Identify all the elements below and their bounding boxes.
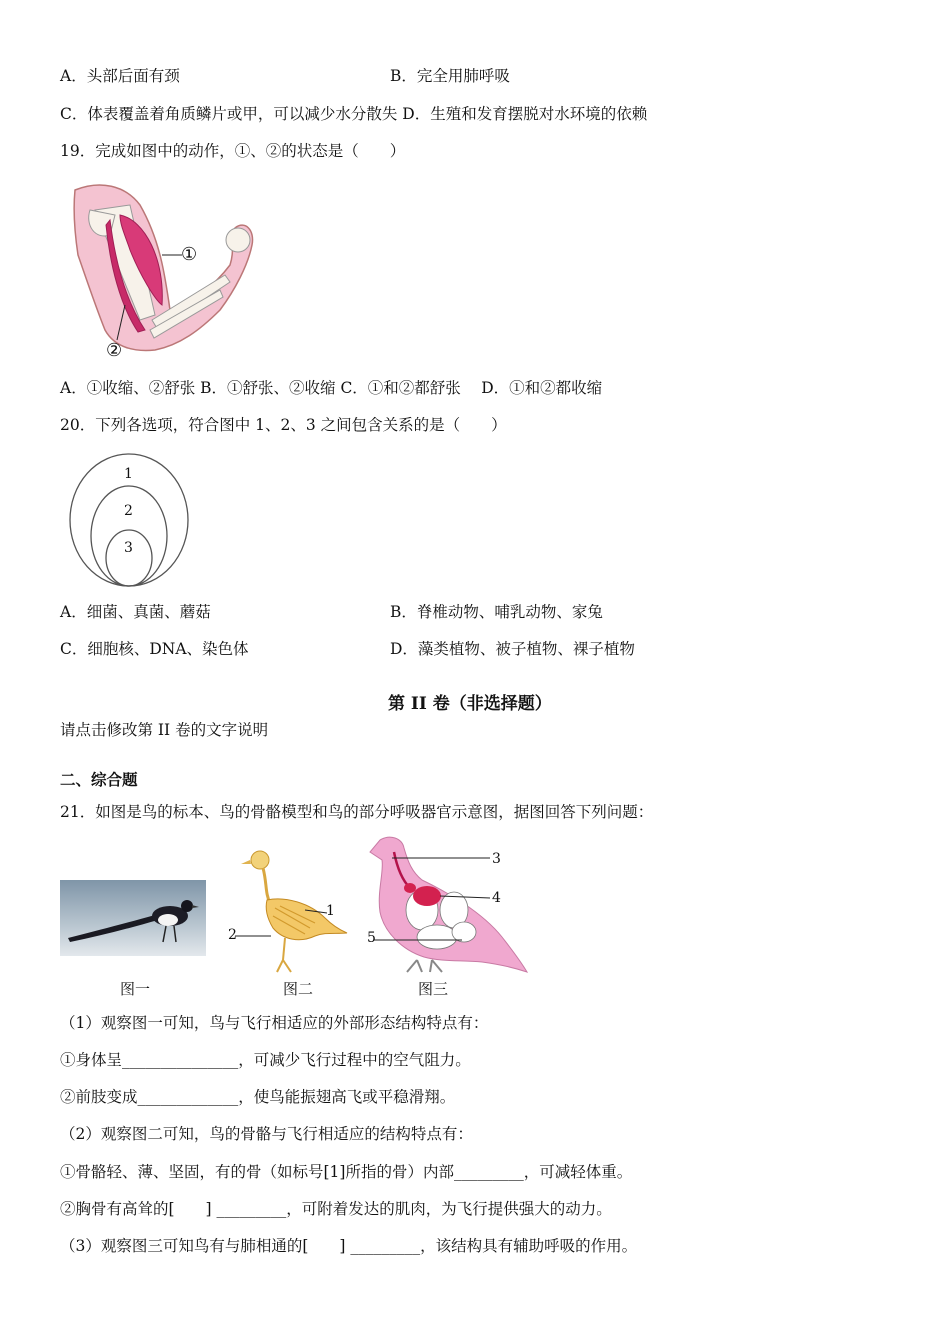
fig2-label-1: 1 [326, 903, 335, 919]
arm-label-2: ② [106, 340, 123, 361]
fig2-label-2: 2 [228, 927, 237, 943]
q21-stem: 21．如图是鸟的标本、鸟的骨骼模型和鸟的部分呼吸器官示意图，据图回答下列问题： [60, 803, 654, 821]
part2-note[interactable]: 请点击修改第 II 卷的文字说明 [60, 721, 269, 739]
magpie-photo [60, 880, 206, 956]
q20-option-b: B．脊椎动物、哺乳动物、家兔 [390, 603, 603, 621]
q21-part2b: ②胸骨有高耸的[ ] _________，可附着发达的肌肉，为飞行提供强大的动力。 [60, 1200, 612, 1218]
fig3-label-3: 3 [492, 851, 501, 867]
q20-stem: 20．下列各选项，符合图中 1、2、3 之间包含关系的是（ ） [60, 416, 507, 434]
q21-part1b: ②前肢变成_____________，使鸟能振翅高飞或平稳滑翔。 [60, 1088, 456, 1106]
part2-title: 第 II 卷（非选择题） [388, 694, 552, 714]
q19-options: A．①收缩、②舒张 B．①舒张、②收缩 C．①和②都舒张 D．①和②都收缩 [60, 379, 603, 397]
q19-stem: 19．完成如图中的动作，①、②的状态是（ ） [60, 142, 406, 160]
q21-part2: （2）观察图二可知，鸟的骨骼与飞行相适应的结构特点有： [60, 1125, 473, 1143]
q20-option-d: D．藻类植物、被子植物、裸子植物 [390, 640, 635, 658]
q21-part1: （1）观察图一可知，鸟与飞行相适应的外部形态结构特点有： [60, 1014, 489, 1032]
q21-part1a: ①身体呈_______________，可减少飞行过程中的空气阻力。 [60, 1051, 471, 1069]
fig3-label-5: 5 [367, 930, 376, 946]
circle-label-1: 1 [124, 466, 133, 482]
q20-option-c: C．细胞核、DNA、染色体 [60, 640, 249, 658]
fig1-caption: 图一 [120, 980, 151, 998]
arm-muscle-figure [70, 180, 260, 365]
fig2-caption: 图二 [283, 980, 314, 998]
q21-part3: （3）观察图三可知鸟有与肺相通的[ ] _________，该结构具有辅助呼吸的作用。 [60, 1237, 638, 1255]
fig3-caption: 图三 [418, 980, 449, 998]
q18-option-cd: C．体表覆盖着角质鳞片或甲，可以减少水分散失 D．生殖和发育摆脱对水环境的依赖 [60, 105, 648, 123]
q18-option-a: A．头部后面有颈 [60, 67, 180, 85]
arm-label-1: ① [181, 244, 198, 265]
fig3-label-4: 4 [492, 890, 501, 906]
circle-label-3: 3 [124, 540, 133, 556]
bird-respiratory-figure [362, 832, 532, 977]
q20-option-a: A．细菌、真菌、蘑菇 [60, 603, 211, 621]
q21-part2a: ①骨骼轻、薄、坚固，有的骨（如标号[1]所指的骨）内部_________，可减轻体重。 [60, 1163, 633, 1181]
circle-label-2: 2 [124, 503, 133, 519]
q18-option-b: B．完全用肺呼吸 [390, 67, 510, 85]
section2-heading: 二、综合题 [60, 770, 138, 789]
